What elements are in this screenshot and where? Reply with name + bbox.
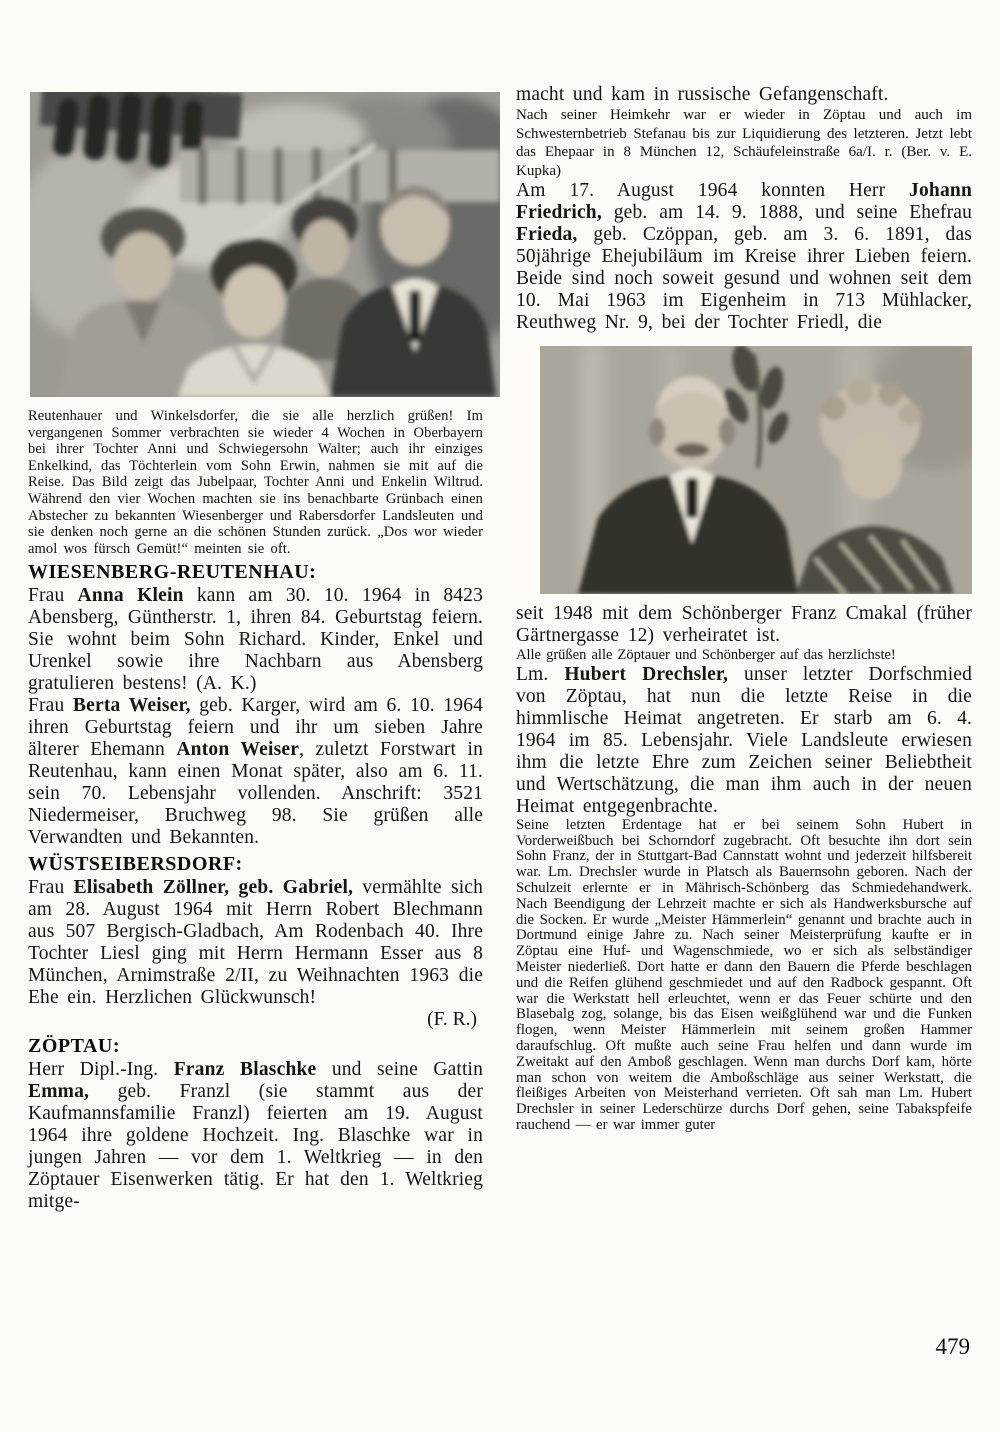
- paragraph-franz-blaschke: Herr Dipl.-Ing. Franz Blaschke und seine Gattin Emma, geb. Franzl (sie stammt aus der Kaufmannsfamilie Franzl) feierten am 19. August 1964 ihre goldene Hochzeit. Ing. Blaschke war in jungen Jahren — vor dem 1. Weltkrieg — in den Zöptauer Eisenwerken tätig. Er hat den 1. Weltkrieg mitge-: [28, 1059, 483, 1213]
- paragraph-continuation: macht und kam in russische Gefangenschaft.: [516, 84, 889, 105]
- paragraph-cmakal: seit 1948 mit dem Schönberger Franz Cmakal (früher Gärtnergasse 12) verheiratet ist.: [516, 603, 972, 647]
- section-heading-zoeptau: ZÖPTAU:: [28, 1035, 121, 1058]
- section-heading-wiesenberg-reutenhau: WIESENBERG-REUTENHAU:: [28, 561, 317, 584]
- paragraph-anna-klein: Frau Anna Klein kann am 30. 10. 1964 in 8423 Abensberg, Güntherstr. 1, ihren 84. Geburtstag feiern. Sie wohnt beim Sohn Richard. Kinder, Enkel und Urenkel sowie ihre Nachbarn aus Abensberg gratulieren bestens! (A. K.): [28, 585, 483, 695]
- paragraph-berta-weiser: Frau Berta Weiser, geb. Karger, wird am 6. 10. 1964 ihren Geburtstag feiern und ihr um sieben Jahre älterer Ehemann Anton Weiser, zuletzt Forstwart in Reutenhau, kann einen Monat später, also am 6. 11. sein 70. Lebensjahr vollenden. Anschrift: 3521 Niedermeiser, Bruchweg 98. Sie grüßen alle Verwandten und Bekannten.: [28, 695, 483, 849]
- right-column: [516, 84, 972, 1134]
- photo-caption: Reutenhauer und Winkelsdorfer, die sie alle herzlich grüßen! Im vergangenen Sommer verbrachten sie wieder 4 Wochen in Oberbayern bei ihrer Tochter Anni und Schwiegersohn Walter; auch ihr einziges Enkelkind, das Töchterlein vom Sohn Erwin, nahmen sie mit auf die Reise. Das Bild zeigt das Jubelpaar, Tochter Anni und Enkelin Wiltrud. Während den vier Wochen machten sie ins benachbarte Grünbach einen Abstecher zu bekannten Wiesenberger und Rabersdorfer Landsleuten und sie denken noch gerne an die schönen Stunden zurück. „Dos wor wieder amol wos fürsch Gemüt!“ meinten sie oft.: [28, 408, 483, 557]
- page-number: 479: [935, 1334, 970, 1359]
- signature-initials: (F. R.): [427, 1009, 477, 1031]
- note-greeting: Alle grüßen alle Zöptauer und Schönberger auf das herzlichste!: [516, 647, 896, 664]
- paragraph-hubert-drechsler: Lm. Hubert Drechsler, unser letzter Dorfschmied von Zöptau, hat nun die letzte Reise in die himmlische Heimat angetreten. Er starb am 6. 4. 1964 im 85. Lebensjahr. Viele Landsleute erwiesen ihm die letzte Ehre zum Zeichen seiner Beliebtheit und Wertschätzung, die man ihm auch in der neuen Heimat entgegenbrachte.: [516, 663, 972, 817]
- fence: [180, 150, 500, 202]
- section-heading-wuestseibersdorf: WÜSTSEIBERSDORF:: [28, 853, 243, 876]
- left-column: [28, 92, 483, 1213]
- note-drechsler-biography: Seine letzten Erdentage hat er bei seinem Sohn Hubert in Vorderweißbuch bei Schorndorf zugebracht. Oft besuchte ihn dort sein Sohn Franz, der in Stuttgart-Bad Cannstatt wohnt und jederzeit hilfsbereit war. Lm. Drechsler wurde in Platsch als Bauernsohn geboren. Nach der Schulzeit erlernte er in Mährisch-Schönberg das Schmiedehandwerk. Nach Beendigung der Lehrzeit machte er sich als Handwerksbursche auf die Socken. Er wurde „Meister Hämmerlein“ genannt und brachte auch in Dortmund einige Jahre zu. Nach seiner Meisterprüfung kaufte er in Zöptau eine Huf- und Wagenschmiede, wo er sich als selbständiger Meister niederließ. Dort hatte er dann den Bauern die Pferde beschlagen und die Reifen glühend geschmiedet und auf den Radbock gespannt. Oft war die Werkstatt hell erleuchtet, wenn er das Feuer schürte und den Blasebalg zog, solange, bis das Eisen weißglühend war und die Funken flogen, wenn Meister Hämmerlein mit seinem großen Hammer daraufschlug. Oft mußte auch seine Frau helfen und dann wurde im Zweitakt auf den Amboß geschlagen. Wenn man durchs Dorf kam, hörte man schon von weitem die Amboßschläge aus seiner Werkstatt, die fleißiges Arbeiten von Meisterhand verrieten. Oft sah man Lm. Hubert Drechsler in seiner Lederschürze durchs Dorf gehen, seine Tabakspfeife rauchend — er war immer guter: [516, 816, 972, 1133]
- family-photo: [30, 92, 500, 397]
- note-heimkehr: Nach seiner Heimkehr war er wieder in Zöptau und auch im Schwesternbetrieb Stefanau bis zur Liquidierung des letzteren. Jetzt lebt das Ehepaar in 8 München 12, Schäufeleinstraße 6a/I. r. (Ber. v. E. Kupka): [516, 107, 972, 179]
- paragraph-johann-friedrich: Am 17. August 1964 konnten Herr Johann Friedrich, geb. am 14. 9. 1888, und seine Ehefrau Frieda, geb. Czöppan, geb. am 3. 6. 1891, das 50jährige Ehejubiläum im Kreise ihrer Lieben feiern. Beide sind noch soweit gesund und wohnen seit dem 10. Mai 1963 im Eigenheim in 713 Mühlacker, Reuthweg Nr. 9, bei der Tochter Friedl, die: [516, 180, 972, 334]
- golden-couple-photo: [540, 346, 972, 594]
- paragraph-elisabeth-zoellner: Frau Elisabeth Zöllner, geb. Gabriel, vermählte sich am 28. August 1964 mit Herrn Robert Blechmann aus 507 Bergisch-Gladbach, Am Rodenbach 40. Ihre Tochter Liesl ging mit Herrn Hermann Esser aus 8 München, Arnimstraße 2/II, zu Weihnachten 1963 die Ehe ein. Herzlichen Glückwunsch!: [28, 877, 483, 1009]
